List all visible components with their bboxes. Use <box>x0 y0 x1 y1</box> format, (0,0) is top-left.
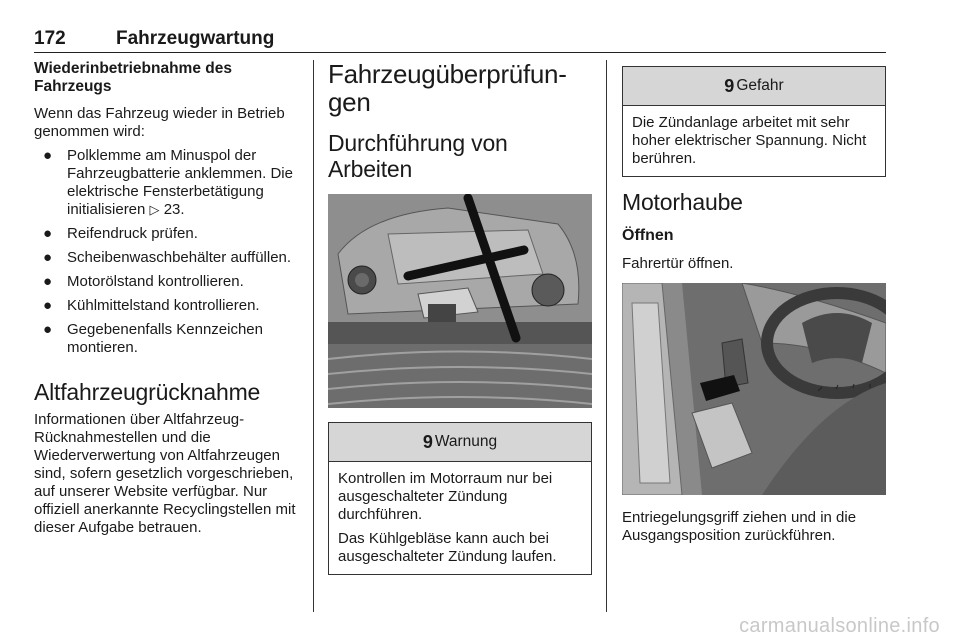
release-lever-illustration <box>622 283 886 495</box>
list-item <box>34 249 300 267</box>
list-item-text: Scheibenwaschbehälter auffüllen. <box>67 249 292 266</box>
bullet-icon: ● <box>43 147 53 164</box>
bullet-icon: ● <box>43 297 53 314</box>
danger-box <box>622 66 886 177</box>
bullet-icon: ● <box>43 321 53 338</box>
list-item-text: Kühlmittelstand kontrollieren. <box>67 297 260 314</box>
list-item-text: Reifendruck prüfen. <box>67 225 198 242</box>
title-line: Fahrzeugs <box>34 78 112 95</box>
danger-icon: 9 <box>724 75 735 96</box>
warning-text: Das Kühlgebläse kann auch bei ausgeschalteter Zündung laufen. <box>338 530 557 565</box>
column-divider <box>313 60 314 612</box>
list-item-text: Gegebenenfalls Kennzeichen montieren. <box>67 321 263 356</box>
step-pull-release: Entriegelungsgriff ziehen und in die Ausgangsposition zurückführen. <box>622 509 857 544</box>
section-title-vehicle-checks <box>328 60 592 116</box>
list-item-text: Motorölstand kontrollieren. <box>67 273 244 290</box>
column-1 <box>34 60 300 537</box>
warning-icon: 9 <box>422 431 433 452</box>
subsection-title-open: Öffnen <box>622 227 674 244</box>
chapter-title: Fahrzeugwartung <box>116 28 275 49</box>
title-line: Wiederinbetriebnahme des <box>34 60 232 77</box>
list-item <box>34 297 300 315</box>
column-2 <box>328 60 592 575</box>
engine-bay-illustration <box>328 194 592 408</box>
section-title-recommissioning <box>34 60 300 96</box>
intro-paragraph: Wenn das Fahrzeug wieder in Betrieb genommen wird: <box>34 105 285 140</box>
bullet-icon: ● <box>43 249 53 266</box>
warning-label: Warnung <box>434 433 498 450</box>
watermark: carmanualsonline.info <box>739 615 940 637</box>
release-lever-image <box>622 283 886 495</box>
danger-label: Gefahr <box>736 77 784 94</box>
section-title-bonnet: Motorhaube <box>622 189 743 215</box>
section-title-end-of-life: Altfahrzeugrücknahme <box>34 379 261 405</box>
checklist <box>34 147 300 357</box>
title-line: Fahrzeugüberprüfun- <box>328 59 567 89</box>
page-header <box>34 26 886 53</box>
warning-box-body <box>329 462 591 574</box>
page-number: 172 <box>34 28 66 49</box>
list-item <box>34 147 300 219</box>
subsection-title-performing-work: Durchführung von Arbeiten <box>328 130 508 182</box>
bullet-icon: ● <box>43 225 53 242</box>
warning-box <box>328 422 592 575</box>
column-divider <box>606 60 607 612</box>
title-line: gen <box>328 87 371 117</box>
list-item <box>34 273 300 291</box>
danger-box-header <box>623 67 885 106</box>
column-3 <box>622 60 886 545</box>
warning-box-header <box>329 423 591 462</box>
list-item <box>34 321 300 357</box>
danger-text: Die Zündanlage arbeitet mit sehr hoher elektrischer Spannung. Nicht berühren. <box>632 114 867 167</box>
engine-bay-image <box>328 194 592 408</box>
step-open-door: Fahrertür öffnen. <box>622 255 734 272</box>
warning-text: Kontrollen im Motorraum nur bei ausgeschalteter Zündung durchführen. <box>338 470 553 523</box>
bullet-icon: ● <box>43 273 53 290</box>
list-item <box>34 225 300 243</box>
end-of-life-paragraph: Informationen über Altfahrzeug-Rücknahmestellen und die Wiederverwertung von Altfahrzeugen sind, sofern gesetzlich vorgeschrieben, auf unserer Website verfügbar. Nur offiziell anerkannte Recyclingstellen mit dieser Aufgabe betrauen. <box>34 411 296 536</box>
list-item-text: Polklemme am Minuspol der Fahrzeugbatterie anklemmen. Die elektrische Fensterbetätigung initialisieren <box>67 147 293 218</box>
danger-box-body <box>623 106 885 176</box>
page-reference-arrow-icon: ▷ <box>149 202 160 217</box>
page-reference-link[interactable]: 23. <box>159 201 185 218</box>
